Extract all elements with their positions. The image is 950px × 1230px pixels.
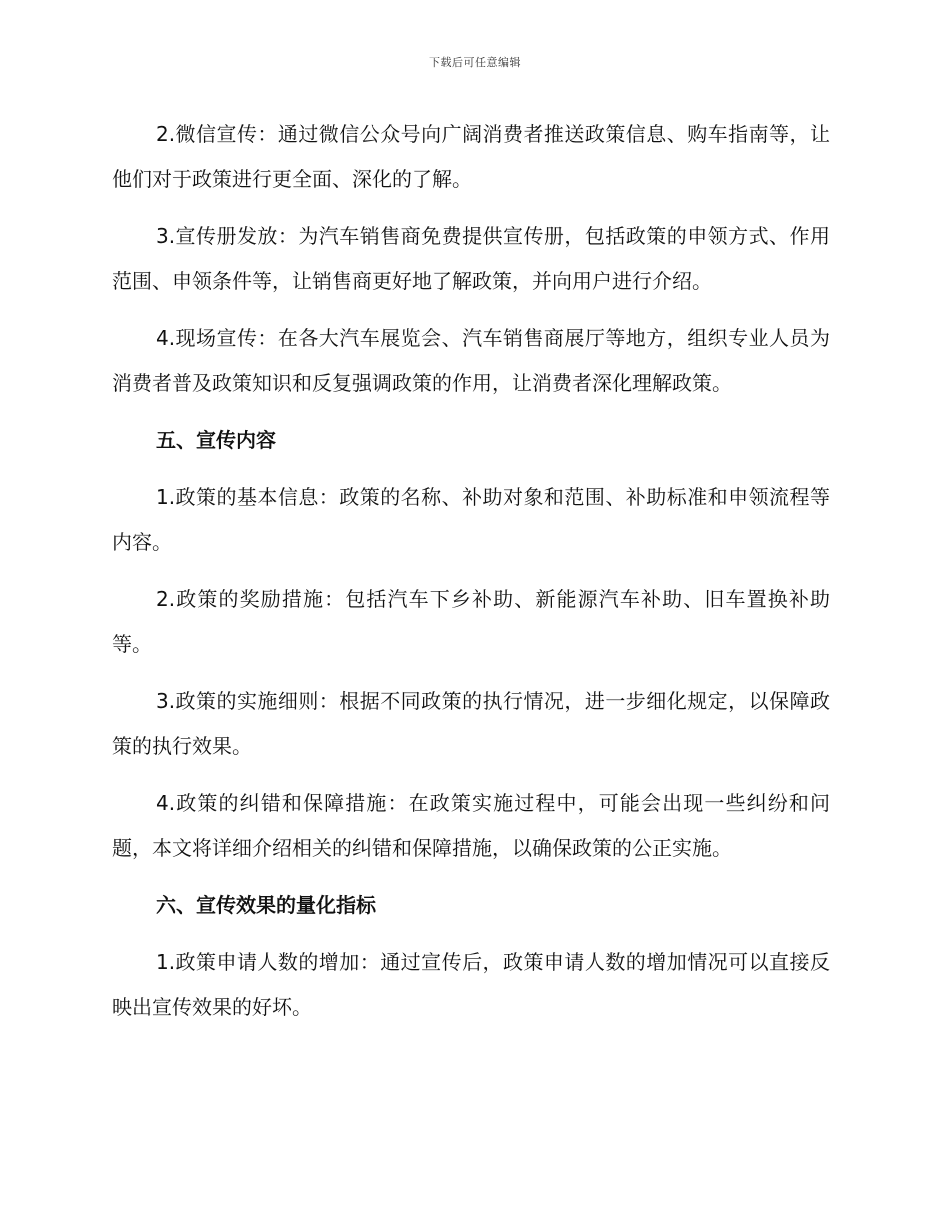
section-heading-metrics: 六、宣传效果的量化指标 bbox=[156, 893, 376, 917]
document-body bbox=[112, 112, 830, 1042]
paragraph-onsite-promotion: 4.现场宣传：在各大汽车展览会、汽车销售商展厅等地方，组织专业人员为消费者普及政策知识和反复强调政策的作用，让消费者深化理解政策。 bbox=[112, 326, 830, 395]
paragraph-implementation-rules: 3.政策的实施细则：根据不同政策的执行情况，进一步细化规定，以保障政策的执行效果。 bbox=[112, 689, 830, 758]
paragraph-basic-info: 1.政策的基本信息：政策的名称、补助对象和范围、补助标准和申领流程等内容。 bbox=[112, 485, 830, 554]
paragraph-applicant-increase: 1.政策申请人数的增加：通过宣传后，政策申请人数的增加情况可以直接反映出宣传效果的好坏。 bbox=[112, 950, 830, 1019]
page-header: 下载后可任意编辑 bbox=[429, 56, 521, 69]
section-heading-content: 五、宣传内容 bbox=[156, 428, 276, 452]
paragraph-correction-measures: 4.政策的纠错和保障措施：在政策实施过程中，可能会出现一些纠纷和问题，本文将详细介绍相关的纠错和保障措施，以确保政策的公正实施。 bbox=[112, 791, 830, 860]
paragraph-wechat-promotion: 2.微信宣传：通过微信公众号向广阔消费者推送政策信息、购车指南等，让他们对于政策进行更全面、深化的了解。 bbox=[112, 122, 830, 191]
paragraph-brochure-distribution: 3.宣传册发放：为汽车销售商免费提供宣传册，包括政策的申领方式、作用范围、申领条件等，让销售商更好地了解政策，并向用户进行介绍。 bbox=[112, 224, 830, 293]
paragraph-reward-measures: 2.政策的奖励措施：包括汽车下乡补助、新能源汽车补助、旧车置换补助等。 bbox=[112, 587, 830, 656]
